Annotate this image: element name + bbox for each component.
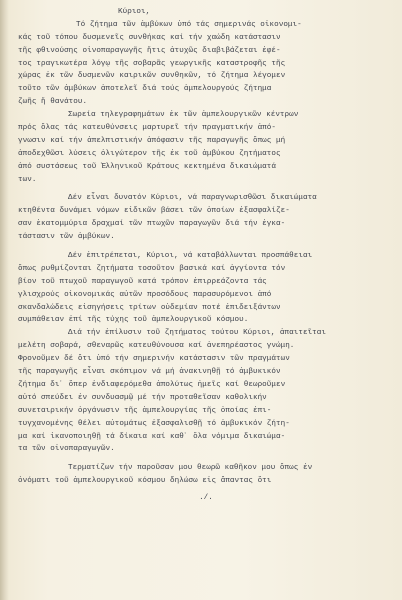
text-line: πρός ὅλας τάς κατευθύνσεις μαρτυρεῖ τήν πραγματικήν ἀπό-: [18, 124, 276, 133]
text-line: αὐτό σπεύδει ἐν συνδυασμῷ μέ τήν προταθεῖσαν καθολικήν: [18, 393, 267, 402]
text-line: των.: [18, 175, 37, 184]
text-line: γλισχρούς οἰκονομικάς αὐτῶν προσόδους παρασυρόμενοι ἀπό: [18, 290, 272, 299]
text-line: σκανδαλώδεις εἰσηγήσεις τρίτων οὐδεμίαν ποτέ ἐπιδειξάντων: [18, 303, 281, 312]
text-line: Φρονοῦμεν δέ ὅτι ὑπό τήν σημερινήν κατάστασιν τῶν πραγμάτων: [18, 355, 290, 364]
text-line: μελέτη σοβαρά, σθεναρῶς κατευθύνουσα καί ἀνεπηρέαστος γνώμη.: [18, 342, 295, 351]
page-continuation-mark: ./.: [199, 494, 213, 503]
paragraph-6: [18, 462, 394, 488]
text-line: μα καί ἱκανοποιηθῇ τά δίκαια καί καθ᾽ ὅλα νόμιμα δικαιώμα-: [18, 432, 286, 441]
text-line: Δέν εἶναι δυνατόν Κύριοι, νά παραγνωρισθῶσι δικαιώματα: [68, 194, 317, 203]
text-line: τῆς φθινούσης οἰνοπαραγωγῆς ἥτις ἀτυχῶς διαβιβάζεται ἐφέ-: [18, 46, 281, 55]
document-body: [18, 6, 394, 505]
paragraph-4: [18, 250, 394, 327]
text-line: τοῦτο τῶν ἀμβύκων ἀποτελεῖ διά τούς ἀμπελουργούς ζήτημα: [18, 85, 272, 94]
text-line: τάστασιν τῶν ἀμβύκων.: [18, 233, 115, 242]
paragraph-5: [18, 327, 394, 456]
text-line: Τερματίζων τήν παροῦσαν μου θεωρῶ καθῆκον μου ὅπως ἐν: [68, 464, 313, 473]
text-line: ὀνόματι τοῦ ἀμπελουργικοῦ κόσμου δηλώσω εἰς ἅπαντας ὅτι: [18, 477, 272, 486]
text-line: ὅπως ρυθμίζονται ζητήματα τοσοῦτον βασικά καί ἀγγίοντα τόν: [18, 264, 286, 273]
text-line: συνεταιρικήν ὀργάνωσιν τῆς ἀμπελουργίας τῆς ὁποίας ἐπι-: [18, 406, 272, 415]
text-line: κάς τοῦ τόπου δυσμενεῖς συνθήκας καί τήν χαώδη κατάστασιν: [18, 33, 281, 42]
text-line: ἀπό συστάσεως τοῦ Ἑλληνικοῦ Κράτους κεκτημένα δικαιώματά: [18, 162, 276, 171]
text-line: τος τραγικωτέρα λόγῳ τῆς σοβαρᾶς γεωργικῆς καταστροφῆς τῆς: [18, 59, 286, 68]
text-line: ζωῆς ἤ θανάτου.: [18, 98, 88, 107]
text-line: Δέν ἐπιτρέπεται, Κύριοι, νά καταβάλλωνται προσπάθειαι: [68, 252, 313, 261]
text-line: ζήτημα δι᾽ ὅπερ ἐνδιαφερόμεθα ἀπολύτως ἡμεῖς καί θεωροῦμεν: [18, 380, 286, 389]
text-line: γνωσιν καί τήν ἀπελπιστικήν ἀπόφασιν τῆς παραγωγῆς ὅπως μή: [18, 136, 286, 145]
text-line: χώρας ἐκ τῶν δυσμενῶν καιρικῶν συνθηκῶν, τό ζήτημα λέγομεν: [18, 72, 286, 81]
text-line: ἀποδεχθῶσι λύσεις ὀλιγώτερον τῆς ἐκ τοῦ ἀμβύκου ζητήματος: [18, 149, 281, 158]
text-line: τῆς παραγωγῆς εἶναι σκόπιμον νά μή ἀνακινηθῇ τό ἀμβυκικόν: [18, 368, 281, 377]
paragraph-3: [18, 192, 394, 244]
text-line: συμπάθειαν ἐπί τῆς τύχης τοῦ ἀμπελουργικοῦ κόσμου.: [18, 316, 249, 325]
text-line: τυγχανομένης θέλει αὐτομάτως ἐξασφαλισθῇ τό ἀμβυκικόν ζήτη-: [18, 419, 290, 428]
greeting: Κύριοι,: [118, 8, 151, 16]
text-line: Σωρεία τηλεγραφημάτων ἐκ τῶν ἀμπελουργικῶν κέντρων: [68, 111, 299, 120]
paper-fold-shadow: [0, 0, 9, 600]
text-line: βίον τοῦ πτωχοῦ παραγωγοῦ κατά τρόπον ἐπιρρεάζοντα τάς: [18, 277, 267, 286]
text-line: σαν ἑκατομμύρια δραχμαί τῶν πτωχῶν παραγωγῶν διά τήν ἐγκα-: [18, 220, 286, 229]
text-line: κτηθέντα δυνάμει νόμων εἰδικῶν βάσει τῶν ὁποίων ἐξασφαλίζε-: [18, 207, 290, 216]
text-line: Διά τήν ἐπίλυσιν τοῦ ζητήματος τούτου Κύριοι, ἀπαιτεῖται: [68, 329, 326, 338]
text-line: Τό ζήτημα τῶν ἀμβύκων ὑπό τάς σημερινάς οἰκονομι-: [76, 20, 302, 29]
paragraph-2: [18, 109, 394, 186]
paragraph-1: [18, 19, 394, 109]
text-line: τα τῶν οἰνοπαραγωγῶν.: [18, 445, 115, 454]
